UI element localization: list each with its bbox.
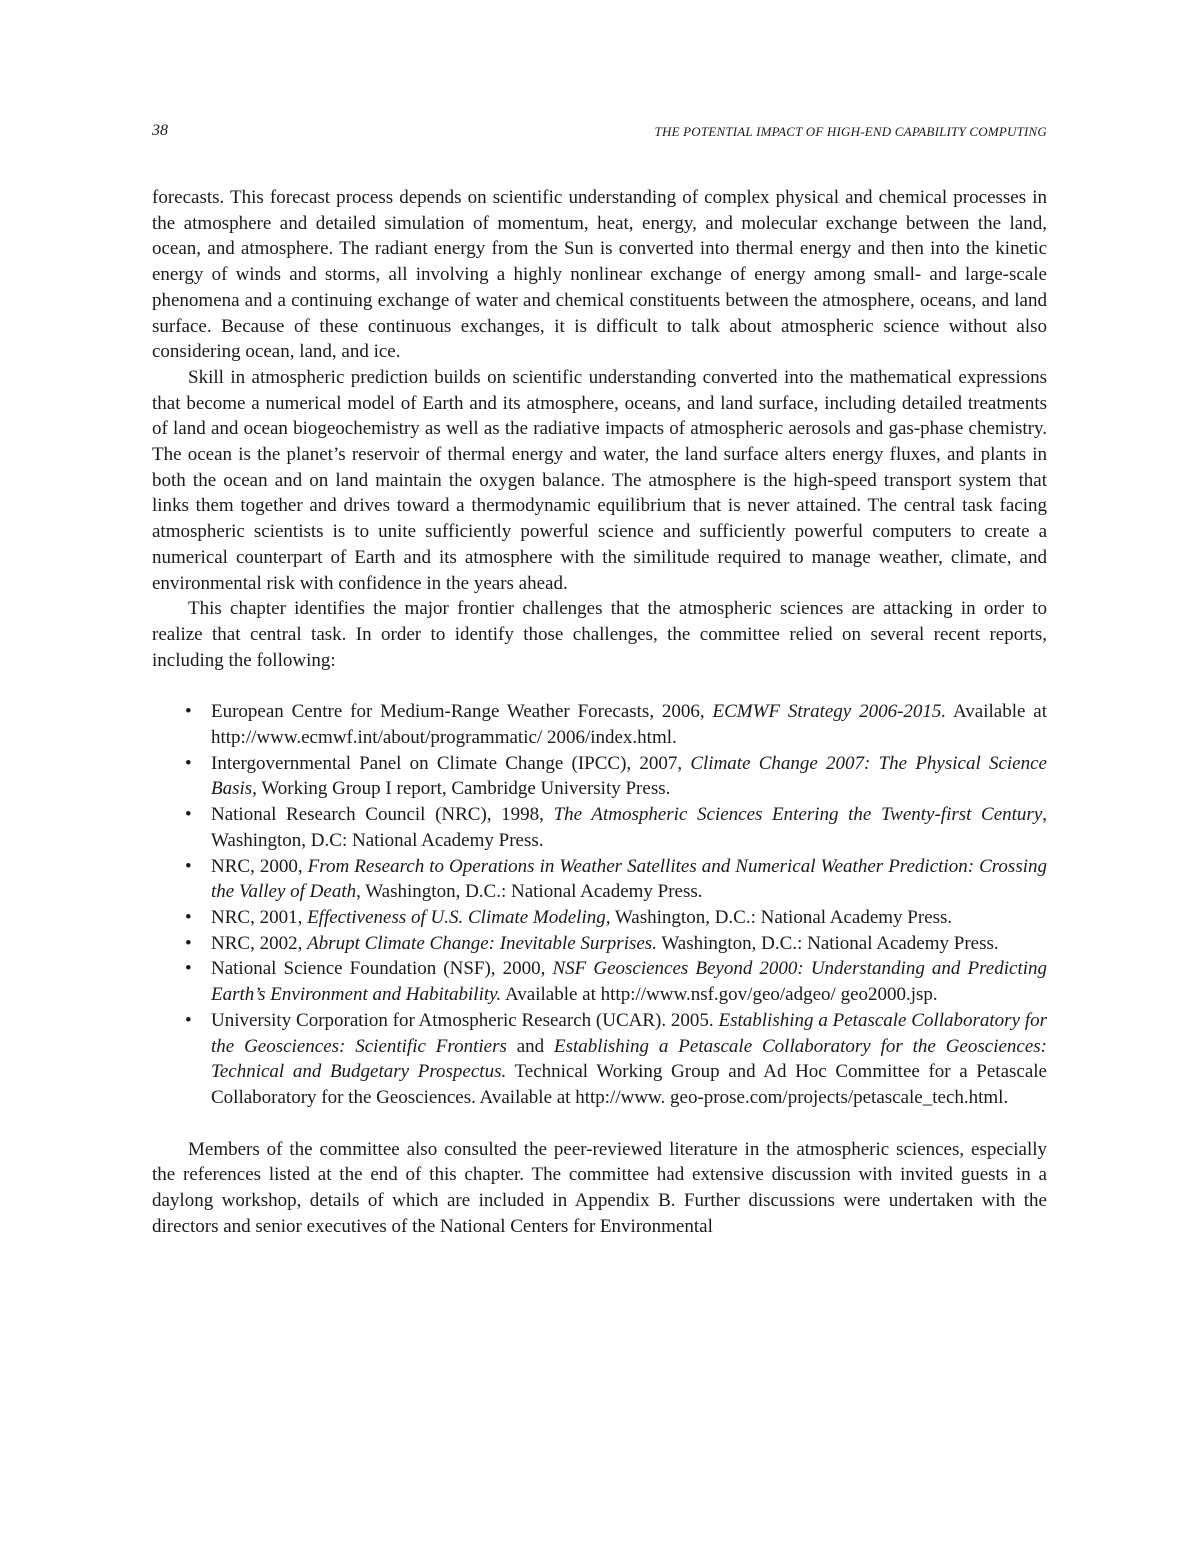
- bullet-icon: •: [185, 1009, 192, 1031]
- list-item: • NRC, 2002, Abrupt Climate Change: Inevitable Surprises. Washington, D.C.: National Academy Press.: [152, 931, 1047, 957]
- bullet-icon: •: [185, 932, 192, 954]
- list-item: • National Research Council (NRC), 1998, The Atmospheric Sciences Entering the Twenty-first Century, Washington, D.C: National Academy Press.: [185, 804, 1047, 851]
- list-item: • National Science Foundation (NSF), 2000, NSF Geosciences Beyond 2000: Understanding and Predicting Earth’s Environment and Habitability. Available at http://www.nsf.gov/geo/adgeo/ geo2000.jsp.: [185, 958, 1047, 1006]
- paragraph-4: Members of the committee also consulted the peer-reviewed literature in the atmospheric sciences, especially the references listed at the end of this chapter. The committee had extensive discussion with invited guests in a daylong workshop, details of which are included in Appendix B. Further discussions were undertaken with the directors and senior executives of the National Centers for Environmental: [152, 1138, 1047, 1237]
- page-number: 38: [152, 122, 168, 139]
- bullet-icon: •: [185, 855, 192, 877]
- paragraph-1: forecasts. This forecast process depends on scientific understanding of complex physical and chemical processes in the atmosphere and detailed simulation of momentum, heat, energy, and molecular exchange between the land, ocean, and atmosphere. The radiant energy from the Sun is converted into thermal energy and then into the kinetic energy of winds and storms, all involving a highly nonlinear exchange of energy among small- and large-scale phenomena and a continuing exchange of water and chemical constituents between the atmosphere, oceans, and land surface. Because of these continuous exchanges, it is difficult to talk about atmospheric science without also considering ocean, land, and ice.: [152, 187, 1047, 363]
- paragraph-2: Skill in atmospheric prediction builds on scientific understanding converted into the mathematical expressions that become a numerical model of Earth and its atmosphere, oceans, and land surface, including detailed treatments of land and ocean biogeochemistry as well as the radiative impacts of atmospheric aerosols and gas-phase chemistry. The ocean is the planet’s reservoir of thermal energy and water, the land surface alters energy fluxes, and plants in both the ocean and on land maintain the oxygen balance. The atmosphere is the high-speed transport system that links them together and drives toward a thermodynamic equilibrium that is never attained. The central task facing atmospheric scientists is to unite sufficiently powerful science and sufficiently powerful computers to create a numerical counterpart of Earth and its atmosphere with the similitude required to manage weather, climate, and environmental risk with confidence in the years ahead.: [152, 366, 1047, 594]
- list-item: • European Centre for Medium-Range Weather Forecasts, 2006, ECMWF Strategy 2006-2015. Available at http://www.ecmwf.int/about/programmatic/ 2006/index.html.: [185, 701, 1047, 749]
- body-text: [152, 185, 1047, 1239]
- running-head: THE POTENTIAL IMPACT OF HIGH-END CAPABILITY COMPUTING: [654, 124, 1047, 139]
- bullet-icon: •: [185, 958, 192, 980]
- list-item: • University Corporation for Atmospheric Research (UCAR). 2005. Establishing a Petascale Collaboratory for the Geosciences: Scientific Frontiers and Establishing a Petascale Collaboratory for the Geosciences: Technical and Budgetary Prospectus. Technical Working Group and Ad Hoc Committee for a Petascale Collaboratory for the Geosciences. Available at http://www. geo-prose.com/projects/petascale_tech.html.: [185, 1009, 1047, 1108]
- list-item: • NRC, 2000, From Research to Operations in Weather Satellites and Numerical Weather Prediction: Crossing the Valley of Death, Washington, D.C.: National Academy Press.: [185, 855, 1047, 903]
- bullet-icon: •: [185, 752, 192, 774]
- paragraph-3: This chapter identifies the major frontier challenges that the atmospheric sciences are attacking in order to realize that central task. In order to identify those challenges, the committee relied on several recent reports, including the following:: [152, 598, 1047, 671]
- bullet-icon: •: [185, 701, 192, 723]
- list-item: • Intergovernmental Panel on Climate Change (IPCC), 2007, Climate Change 2007: The Physical Science Basis, Working Group I report, Cambridge University Press.: [185, 752, 1047, 800]
- bullet-icon: •: [185, 906, 192, 928]
- page-header: [152, 122, 1047, 144]
- bullet-icon: •: [185, 804, 192, 826]
- list-item: • NRC, 2001, Effectiveness of U.S. Climate Modeling, Washington, D.C.: National Academy Press.: [152, 905, 1047, 931]
- reference-list: [152, 699, 1047, 1110]
